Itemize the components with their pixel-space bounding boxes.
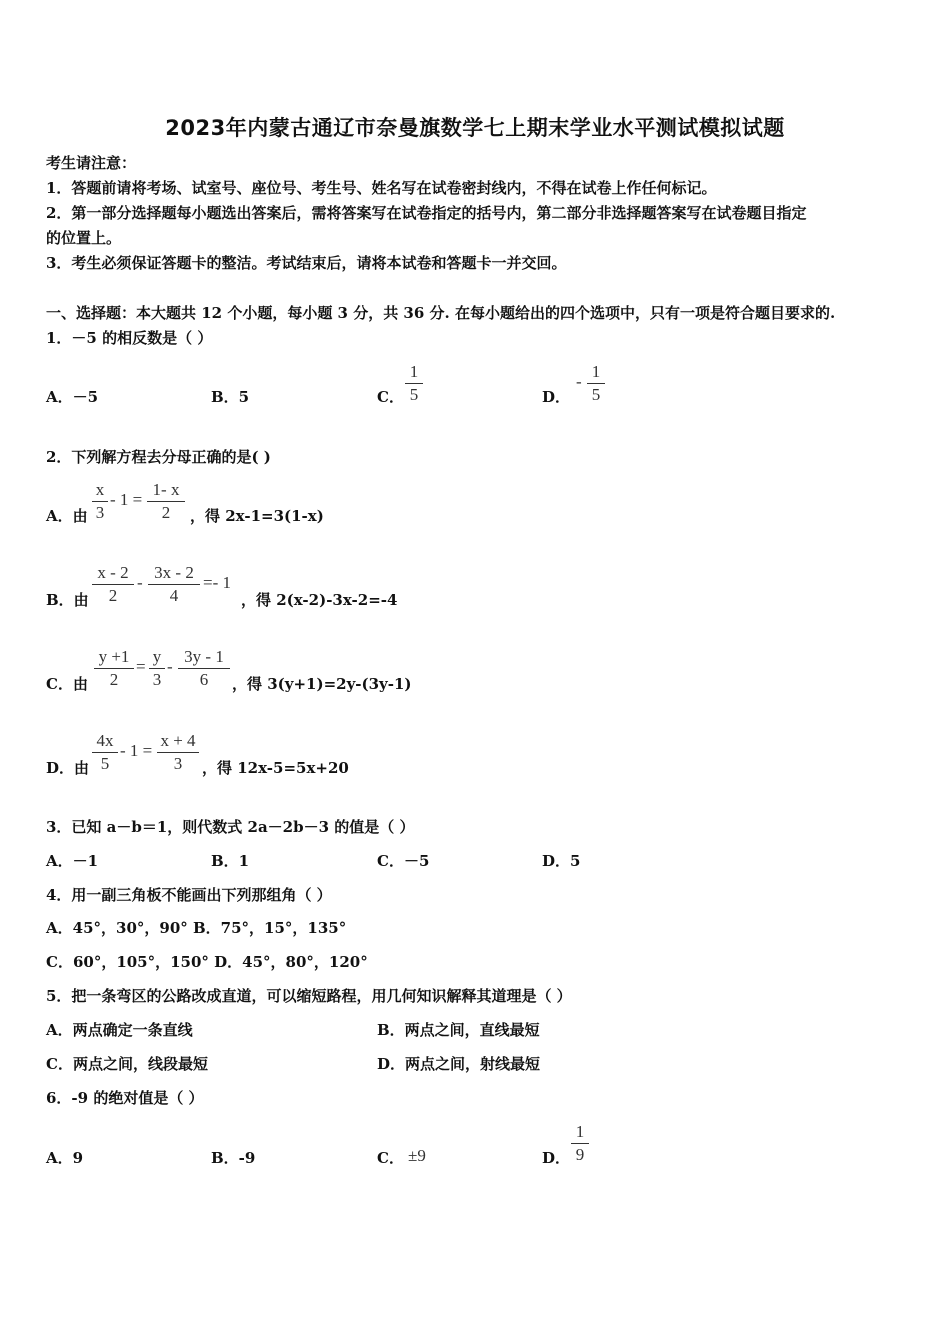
q2-a-operator: - 1 = xyxy=(110,490,143,509)
q4-options-ab: A．45°，30°，90° B．75°，15°，135° xyxy=(46,919,347,937)
q2-option-a-result: ，得 2x-1=3(1-x) xyxy=(190,507,324,525)
q2-d-operator: - 1 = xyxy=(120,741,153,760)
q2-b-operator: - xyxy=(137,573,143,592)
q2-option-b-result: ，得 2(x-2)-3x-2=-4 xyxy=(241,591,398,609)
notice-item: 的位置上。 xyxy=(46,229,122,247)
q5-option-c: C．两点之间，线段最短 xyxy=(46,1055,208,1073)
q2-option-b-label: B．由 xyxy=(46,591,89,609)
question-3-stem: 3．已知 a－b＝1，则代数式 2a－2b－3 的值是（ ） xyxy=(46,818,415,836)
q1-d-fraction: 1 5 xyxy=(587,362,605,405)
q6-option-a: A．9 xyxy=(46,1149,84,1167)
question-6-stem: 6．-9 的绝对值是（ ） xyxy=(46,1089,204,1107)
q3-option-a: A．－1 xyxy=(46,852,99,870)
q2-b-fraction-1: x - 2 2 xyxy=(92,563,134,606)
q2-option-c-label: C．由 xyxy=(46,675,88,693)
q2-c-fraction-2: y 3 xyxy=(149,647,165,690)
q2-option-d-result: ，得 12x-5=5x+20 xyxy=(202,759,349,777)
section-heading: 一、选择题：本大题共 12 个小题，每小题 3 分，共 36 分. 在每小题给出的四个选项中，只有一项是符合题目要求的. xyxy=(46,304,836,322)
q2-c-fraction-3: 3y - 1 6 xyxy=(178,647,230,690)
q3-option-c: C．－5 xyxy=(377,852,430,870)
notice-item: 1．答题前请将考场、试室号、座位号、考生号、姓名写在试卷密封线内，不得在试卷上作任何标记。 xyxy=(46,179,717,197)
q3-option-b: B．1 xyxy=(211,852,250,870)
question-4-stem: 4．用一副三角板不能画出下列那组角（ ） xyxy=(46,886,332,904)
q2-d-fraction-1: 4x 5 xyxy=(92,731,118,774)
question-5-stem: 5．把一条弯区的公路改成直道，可以缩短路程，用几何知识解释其道理是（ ） xyxy=(46,987,572,1005)
q2-option-c-result: ，得 3(y+1)=2y-(3y-1) xyxy=(232,675,412,693)
q2-a-fraction-1: x 3 xyxy=(92,480,108,523)
q1-option-a: A．－5 xyxy=(46,388,99,406)
q2-c-operator: - xyxy=(167,657,173,676)
q6-d-fraction: 1 9 xyxy=(571,1122,589,1165)
page-title: 2023年内蒙古通辽市奈曼旗数学七上期末学业水平测试模拟试题 xyxy=(165,116,785,140)
notice-item: 3．考生必须保证答题卡的整洁。考试结束后，请将本试卷和答题卡一并交回。 xyxy=(46,254,567,272)
q2-b-fraction-2: 3x - 2 4 xyxy=(148,563,200,606)
question-1-stem: 1．－5 的相反数是（ ） xyxy=(46,329,213,347)
q1-d-sign: - xyxy=(576,372,582,391)
q1-option-b: B．5 xyxy=(211,388,250,406)
q2-option-a-label: A．由 xyxy=(46,507,88,525)
q6-option-b: B．-9 xyxy=(211,1149,256,1167)
q4-options-cd: C．60°，105°，150° D．45°，80°，120° xyxy=(46,953,368,971)
q1-option-c: C． xyxy=(377,388,404,406)
notice-heading: 考生请注意： xyxy=(46,154,137,172)
q2-a-fraction-2: 1- x 2 xyxy=(147,480,185,523)
q6-c-value: ±9 xyxy=(408,1146,426,1165)
q5-option-b: B．两点之间，直线最短 xyxy=(377,1021,540,1039)
q2-option-d-label: D．由 xyxy=(46,759,90,777)
q5-option-d: D．两点之间，射线最短 xyxy=(377,1055,541,1073)
q6-option-d: D． xyxy=(542,1149,571,1167)
q2-b-equals: =- 1 xyxy=(203,573,231,592)
q5-option-a: A．两点确定一条直线 xyxy=(46,1021,193,1039)
question-2-stem: 2．下列解方程去分母正确的是( ) xyxy=(46,448,271,466)
notice-item: 2．第一部分选择题每小题选出答案后，需将答案写在试卷指定的括号内，第二部分非选择题答案写在试卷题目指定 xyxy=(46,204,807,222)
q2-c-equals: = xyxy=(136,657,146,676)
q6-option-c: C． xyxy=(377,1149,404,1167)
q1-option-d: D． xyxy=(542,388,571,406)
q1-c-fraction: 1 5 xyxy=(405,362,423,405)
q2-c-fraction-1: y +1 2 xyxy=(94,647,134,690)
q3-option-d: D．5 xyxy=(542,852,581,870)
q2-d-fraction-2: x + 4 3 xyxy=(157,731,199,774)
